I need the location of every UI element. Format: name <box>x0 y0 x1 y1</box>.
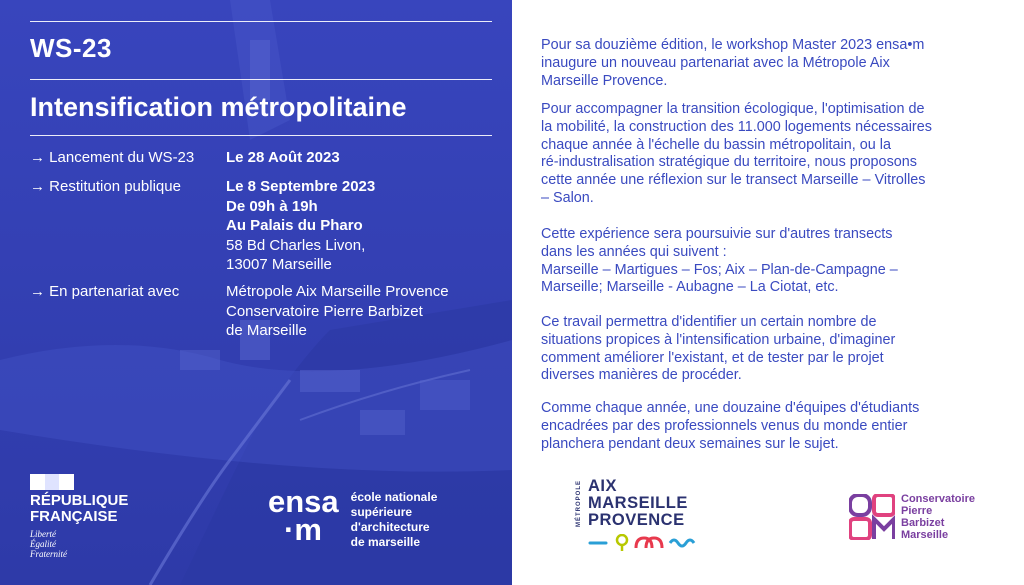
text-line: chaque année à l'échelle du bassin métropolitain, ou la <box>541 136 891 153</box>
info-line: Le 8 Septembre 2023 <box>226 178 376 195</box>
info-label: → Restitution publique <box>30 178 181 195</box>
rf-line-1: RÉPUBLIQUE <box>30 492 129 509</box>
ensam-wordmark-line-1: ensa <box>268 484 339 519</box>
republique-francaise-logo <box>30 474 128 559</box>
paragraph-goals <box>541 101 1001 208</box>
amp-decoration-icon <box>588 534 698 552</box>
info-line: de Marseille <box>226 322 307 339</box>
amp-word-1: AIX <box>588 477 618 495</box>
info-line: De 09h à 19h <box>226 197 318 215</box>
right-panel <box>512 0 1024 585</box>
amp-vertical-label: MÉTROPOLE <box>576 480 582 528</box>
text-line: comment améliorer l'existant, et de tester par le projet <box>541 349 884 366</box>
divider <box>30 135 492 136</box>
text-line: cette année une réflexion sur le transect Marseille – Vitrolles <box>541 172 926 189</box>
info-value <box>226 282 449 341</box>
text-line: dans les années qui suivent : <box>541 243 727 260</box>
info-value <box>226 148 340 168</box>
cpbm-name-line: Barbizet <box>901 517 945 529</box>
text-line: inaugure un nouveau partenariat avec la Métropole Aix <box>541 54 890 71</box>
info-line: 13007 Marseille <box>226 256 332 273</box>
ensam-wordmark <box>268 484 339 547</box>
amp-word-3: PROVENCE <box>588 511 685 529</box>
flag-icon <box>30 474 74 490</box>
workshop-title: Intensification métropolitaine <box>30 92 407 122</box>
info-line: Le 28 Août 2023 <box>226 149 340 166</box>
text-line: planchera pendant deux semaines sur le sujet. <box>541 435 839 452</box>
info-line: Au Palais du Pharo <box>226 217 363 234</box>
ensam-name <box>351 490 438 550</box>
text-line: diverses manières de procéder. <box>541 367 742 384</box>
text-line: – Salon. <box>541 189 594 206</box>
info-row-restitution <box>30 177 375 275</box>
info-line: Métropole Aix Marseille Provence <box>226 283 449 300</box>
conservatoire-logo <box>849 493 975 541</box>
workshop-code: WS-23 <box>30 33 112 63</box>
text-line: Marseille Provence. <box>541 72 668 89</box>
ensam-name-line: école nationale <box>350 490 438 504</box>
info-label: → En partenariat avec <box>30 283 180 300</box>
ensam-logo <box>268 484 438 550</box>
text-line: la mobilité, la construction des 11.000 logements nécessaires <box>541 118 932 135</box>
text-line: Marseille – Martigues – Fos; Aix – Plan-de-Campagne – <box>541 261 898 278</box>
paragraph-transects <box>541 226 1001 297</box>
rf-line-2: FRANÇAISE <box>30 508 118 525</box>
paragraph-teams <box>541 400 1001 453</box>
info-value <box>226 177 375 275</box>
info-label: → Lancement du WS-23 <box>30 149 195 166</box>
cpbm-name-line: Marseille <box>901 529 949 541</box>
text-line: Pour accompagner la transition écologique, l'optimisation de <box>541 101 925 117</box>
aix-marseille-provence-logo <box>576 478 716 558</box>
divider <box>30 21 492 22</box>
motto-line: Liberté <box>30 529 56 539</box>
cpbm-name-line: Conservatoire <box>901 493 975 505</box>
info-row-partners <box>30 282 449 341</box>
ensam-wordmark-line-2: ·m <box>284 512 322 547</box>
text-line: encadrées par des professionnels venus du monde entier <box>541 417 908 434</box>
ensam-name-line: de marseille <box>350 535 421 549</box>
amp-word-2: MARSEILLE <box>588 494 688 512</box>
ensam-name-line: d'architecture <box>350 520 430 534</box>
text-line: situations propices à l'intensification urbaine, d'imaginer <box>541 331 896 348</box>
cpbm-monogram-icon <box>849 494 895 540</box>
cpbm-name <box>901 493 975 541</box>
text-line: Ce travail permettra d'identifier un certain nombre de <box>541 314 877 330</box>
ensam-name-line: supérieure <box>350 505 413 519</box>
motto-line: Fraternité <box>30 549 67 559</box>
motto-line: Égalité <box>30 539 56 549</box>
divider <box>30 79 492 80</box>
paragraph-work <box>541 314 1001 385</box>
info-line: 58 Bd Charles Livon, <box>226 236 366 254</box>
text-line: Marseille; Marseille - Aubagne – La Ciotat, etc. <box>541 279 839 296</box>
info-row-launch <box>30 148 340 168</box>
text-line: Cette expérience sera poursuivie sur d'autres transects <box>541 226 893 242</box>
info-line: Conservatoire Pierre Barbizet <box>226 302 423 320</box>
text-line: Comme chaque année, une douzaine d'équipes d'étudiants <box>541 400 920 416</box>
text-line: ré-industralisation stratégique du territoire, nous proposons <box>541 154 917 171</box>
cpbm-name-line: Pierre <box>901 505 933 517</box>
rf-motto <box>30 529 128 559</box>
text-line: Pour sa douzième édition, le workshop Master 2023 ensa•m <box>541 37 925 53</box>
paragraph-intro <box>541 37 1001 90</box>
